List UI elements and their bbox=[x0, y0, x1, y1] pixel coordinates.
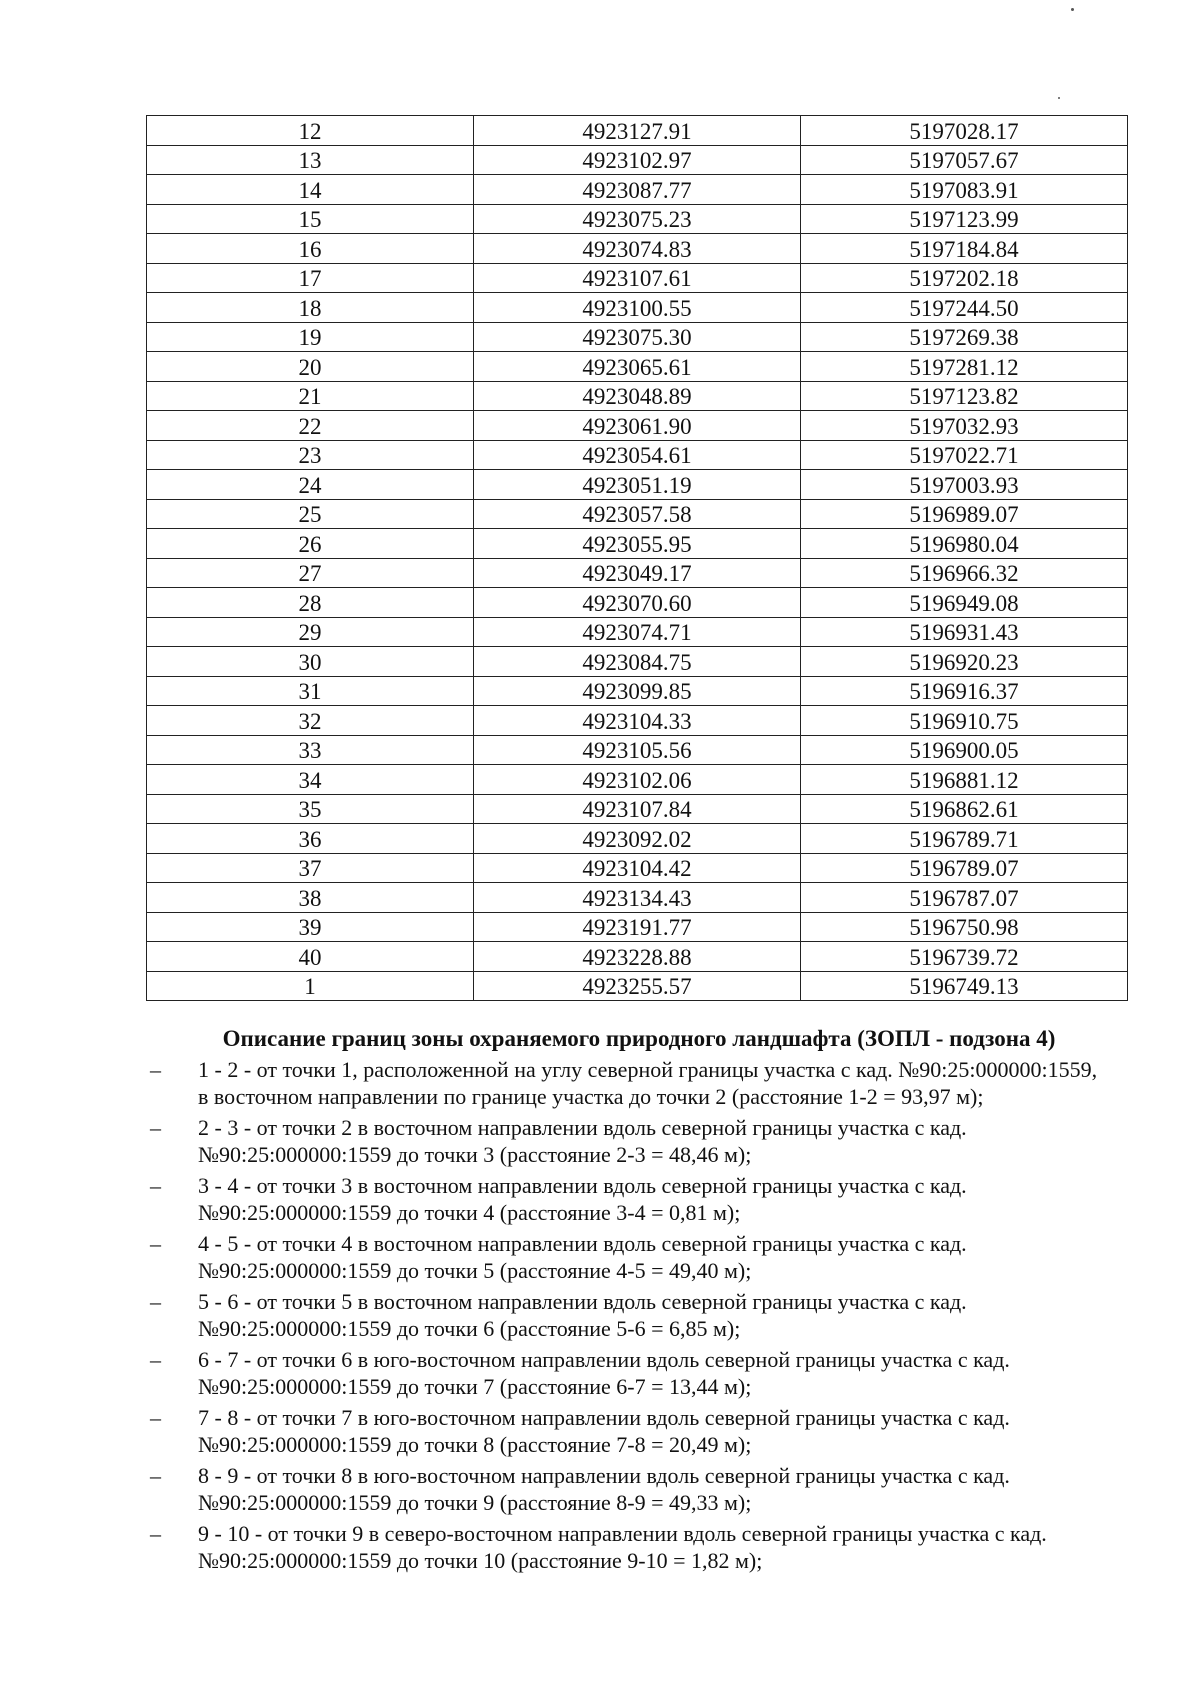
cell-x: 4923084.75 bbox=[474, 647, 801, 677]
cell-x: 4923104.42 bbox=[474, 853, 801, 883]
table-row bbox=[147, 617, 1128, 647]
table-row bbox=[147, 322, 1128, 352]
cell-x: 4923099.85 bbox=[474, 676, 801, 706]
cell-y: 5197244.50 bbox=[801, 293, 1128, 323]
dash-bullet: – bbox=[150, 1521, 161, 1546]
table-row bbox=[147, 735, 1128, 765]
cell-y: 5197057.67 bbox=[801, 145, 1128, 175]
cell-x: 4923092.02 bbox=[474, 824, 801, 854]
cell-point: 12 bbox=[147, 116, 474, 146]
cell-x: 4923228.88 bbox=[474, 942, 801, 972]
table-row bbox=[147, 912, 1128, 942]
cell-x: 4923105.56 bbox=[474, 735, 801, 765]
cell-x: 4923070.60 bbox=[474, 588, 801, 618]
cell-point: 31 bbox=[147, 676, 474, 706]
cell-point: 36 bbox=[147, 824, 474, 854]
cell-x: 4923107.84 bbox=[474, 794, 801, 824]
cell-point: 18 bbox=[147, 293, 474, 323]
cell-y: 5197202.18 bbox=[801, 263, 1128, 293]
coordinates-table-body bbox=[147, 116, 1128, 1001]
cell-y: 5197184.84 bbox=[801, 234, 1128, 264]
list-item bbox=[150, 1520, 1110, 1574]
table-row bbox=[147, 470, 1128, 500]
cell-x: 4923057.58 bbox=[474, 499, 801, 529]
cell-x: 4923048.89 bbox=[474, 381, 801, 411]
cell-point: 40 bbox=[147, 942, 474, 972]
table-row bbox=[147, 529, 1128, 559]
cell-point: 30 bbox=[147, 647, 474, 677]
section-title: Описание границ зоны охраняемого природного ландшафта (ЗОПЛ - подзона 4) bbox=[222, 1026, 1056, 1051]
list-item-text: 1 - 2 - от точки 1, расположенной на углу северной границы участка с кад. №90:25:000000:1559, в восточном направлении по границе участка до точки 2 (расстояние 1-2 = 93,97 м); bbox=[198, 1057, 1098, 1109]
cell-y: 5196787.07 bbox=[801, 883, 1128, 913]
cell-y: 5197028.17 bbox=[801, 116, 1128, 146]
scan-speck bbox=[1071, 8, 1074, 11]
cell-y: 5197003.93 bbox=[801, 470, 1128, 500]
list-item bbox=[150, 1114, 1110, 1168]
cell-y: 5196881.12 bbox=[801, 765, 1128, 795]
cell-point: 21 bbox=[147, 381, 474, 411]
cell-y: 5197083.91 bbox=[801, 175, 1128, 205]
cell-x: 4923255.57 bbox=[474, 971, 801, 1001]
table-row bbox=[147, 971, 1128, 1001]
cell-point: 34 bbox=[147, 765, 474, 795]
table-row bbox=[147, 499, 1128, 529]
dash-bullet: – bbox=[150, 1347, 161, 1372]
cell-point: 14 bbox=[147, 175, 474, 205]
cell-point: 23 bbox=[147, 440, 474, 470]
list-item bbox=[150, 1462, 1110, 1516]
table-row bbox=[147, 883, 1128, 913]
cell-x: 4923087.77 bbox=[474, 175, 801, 205]
cell-point: 27 bbox=[147, 558, 474, 588]
cell-point: 17 bbox=[147, 263, 474, 293]
dash-bullet: – bbox=[150, 1463, 161, 1488]
cell-x: 4923102.97 bbox=[474, 145, 801, 175]
cell-point: 1 bbox=[147, 971, 474, 1001]
table-row bbox=[147, 558, 1128, 588]
cell-x: 4923074.71 bbox=[474, 617, 801, 647]
cell-point: 35 bbox=[147, 794, 474, 824]
cell-y: 5197123.99 bbox=[801, 204, 1128, 234]
table-row bbox=[147, 175, 1128, 205]
list-item bbox=[150, 1172, 1110, 1226]
cell-y: 5196900.05 bbox=[801, 735, 1128, 765]
table-row bbox=[147, 411, 1128, 441]
cell-point: 24 bbox=[147, 470, 474, 500]
table-row bbox=[147, 794, 1128, 824]
cell-point: 25 bbox=[147, 499, 474, 529]
cell-point: 39 bbox=[147, 912, 474, 942]
cell-y: 5196916.37 bbox=[801, 676, 1128, 706]
cell-point: 22 bbox=[147, 411, 474, 441]
table-row bbox=[147, 263, 1128, 293]
table-row bbox=[147, 647, 1128, 677]
cell-y: 5196989.07 bbox=[801, 499, 1128, 529]
cell-point: 16 bbox=[147, 234, 474, 264]
cell-y: 5196749.13 bbox=[801, 971, 1128, 1001]
table-row bbox=[147, 588, 1128, 618]
cell-x: 4923107.61 bbox=[474, 263, 801, 293]
cell-x: 4923051.19 bbox=[474, 470, 801, 500]
cell-x: 4923054.61 bbox=[474, 440, 801, 470]
dash-bullet: – bbox=[150, 1173, 161, 1198]
dash-bullet: – bbox=[150, 1115, 161, 1140]
list-item-text: 8 - 9 - от точки 8 в юго-восточном направлении вдоль северной границы участка с кад. №90:25:000000:1559 до точки 9 (расстояние 8-9 = 49,33 м); bbox=[198, 1463, 1010, 1515]
cell-y: 5196862.61 bbox=[801, 794, 1128, 824]
cell-y: 5196750.98 bbox=[801, 912, 1128, 942]
cell-x: 4923104.33 bbox=[474, 706, 801, 736]
cell-x: 4923074.83 bbox=[474, 234, 801, 264]
table-row bbox=[147, 440, 1128, 470]
list-item-text: 2 - 3 - от точки 2 в восточном направлении вдоль северной границы участка с кад. №90:25:000000:1559 до точки 3 (расстояние 2-3 = 48,46 м); bbox=[198, 1115, 967, 1167]
cell-y: 5197269.38 bbox=[801, 322, 1128, 352]
cell-y: 5196980.04 bbox=[801, 529, 1128, 559]
cell-point: 32 bbox=[147, 706, 474, 736]
table-row bbox=[147, 942, 1128, 972]
cell-x: 4923061.90 bbox=[474, 411, 801, 441]
cell-point: 26 bbox=[147, 529, 474, 559]
table-row bbox=[147, 352, 1128, 382]
table-row bbox=[147, 204, 1128, 234]
cell-point: 20 bbox=[147, 352, 474, 382]
boundary-description-list bbox=[150, 1056, 1110, 1574]
cell-point: 29 bbox=[147, 617, 474, 647]
cell-point: 15 bbox=[147, 204, 474, 234]
list-item bbox=[150, 1404, 1110, 1458]
cell-y: 5197123.82 bbox=[801, 381, 1128, 411]
table-row bbox=[147, 234, 1128, 264]
table-row bbox=[147, 676, 1128, 706]
coordinates-table bbox=[146, 115, 1128, 1001]
cell-y: 5196920.23 bbox=[801, 647, 1128, 677]
list-item bbox=[150, 1288, 1110, 1342]
cell-point: 28 bbox=[147, 588, 474, 618]
list-item bbox=[150, 1346, 1110, 1400]
list-item-text: 4 - 5 - от точки 4 в восточном направлении вдоль северной границы участка с кад. №90:25:000000:1559 до точки 5 (расстояние 4-5 = 49,40 м); bbox=[198, 1231, 967, 1283]
cell-y: 5196789.07 bbox=[801, 853, 1128, 883]
cell-y: 5196931.43 bbox=[801, 617, 1128, 647]
cell-x: 4923102.06 bbox=[474, 765, 801, 795]
cell-y: 5196739.72 bbox=[801, 942, 1128, 972]
cell-point: 33 bbox=[147, 735, 474, 765]
list-item bbox=[150, 1056, 1110, 1110]
cell-x: 4923065.61 bbox=[474, 352, 801, 382]
table-row bbox=[147, 824, 1128, 854]
cell-x: 4923127.91 bbox=[474, 116, 801, 146]
list-item-text: 7 - 8 - от точки 7 в юго-восточном направлении вдоль северной границы участка с кад. №90:25:000000:1559 до точки 8 (расстояние 7-8 = 20,49 м); bbox=[198, 1405, 1010, 1457]
table-row bbox=[147, 293, 1128, 323]
list-item-text: 5 - 6 - от точки 5 в восточном направлении вдоль северной границы участка с кад. №90:25:000000:1559 до точки 6 (расстояние 5-6 = 6,85 м); bbox=[198, 1289, 967, 1341]
boundary-description-section bbox=[150, 1025, 1110, 1578]
cell-x: 4923075.23 bbox=[474, 204, 801, 234]
dash-bullet: – bbox=[150, 1057, 161, 1082]
cell-y: 5197032.93 bbox=[801, 411, 1128, 441]
dash-bullet: – bbox=[150, 1231, 161, 1256]
table-row bbox=[147, 765, 1128, 795]
dash-bullet: – bbox=[150, 1405, 161, 1430]
scan-speck bbox=[1058, 97, 1060, 99]
table-row bbox=[147, 116, 1128, 146]
list-item bbox=[150, 1230, 1110, 1284]
cell-x: 4923134.43 bbox=[474, 883, 801, 913]
cell-point: 38 bbox=[147, 883, 474, 913]
list-item-text: 3 - 4 - от точки 3 в восточном направлении вдоль северной границы участка с кад. №90:25:000000:1559 до точки 4 (расстояние 3-4 = 0,81 м); bbox=[198, 1173, 967, 1225]
cell-y: 5196966.32 bbox=[801, 558, 1128, 588]
cell-point: 19 bbox=[147, 322, 474, 352]
cell-x: 4923055.95 bbox=[474, 529, 801, 559]
cell-y: 5196789.71 bbox=[801, 824, 1128, 854]
table-row bbox=[147, 706, 1128, 736]
list-item-text: 6 - 7 - от точки 6 в юго-восточном направлении вдоль северной границы участка с кад. №90:25:000000:1559 до точки 7 (расстояние 6-7 = 13,44 м); bbox=[198, 1347, 1010, 1399]
table-row bbox=[147, 145, 1128, 175]
cell-y: 5196910.75 bbox=[801, 706, 1128, 736]
cell-point: 13 bbox=[147, 145, 474, 175]
cell-x: 4923100.55 bbox=[474, 293, 801, 323]
list-item-text: 9 - 10 - от точки 9 в северо-восточном направлении вдоль северной границы участка с кад. №90:25:000000:1559 до точки 10 (расстояние 9-10 = 1,82 м); bbox=[198, 1521, 1047, 1573]
cell-y: 5197281.12 bbox=[801, 352, 1128, 382]
table-row bbox=[147, 853, 1128, 883]
dash-bullet: – bbox=[150, 1289, 161, 1314]
cell-y: 5196949.08 bbox=[801, 588, 1128, 618]
cell-x: 4923075.30 bbox=[474, 322, 801, 352]
table-row bbox=[147, 381, 1128, 411]
cell-x: 4923049.17 bbox=[474, 558, 801, 588]
cell-point: 37 bbox=[147, 853, 474, 883]
cell-x: 4923191.77 bbox=[474, 912, 801, 942]
cell-y: 5197022.71 bbox=[801, 440, 1128, 470]
